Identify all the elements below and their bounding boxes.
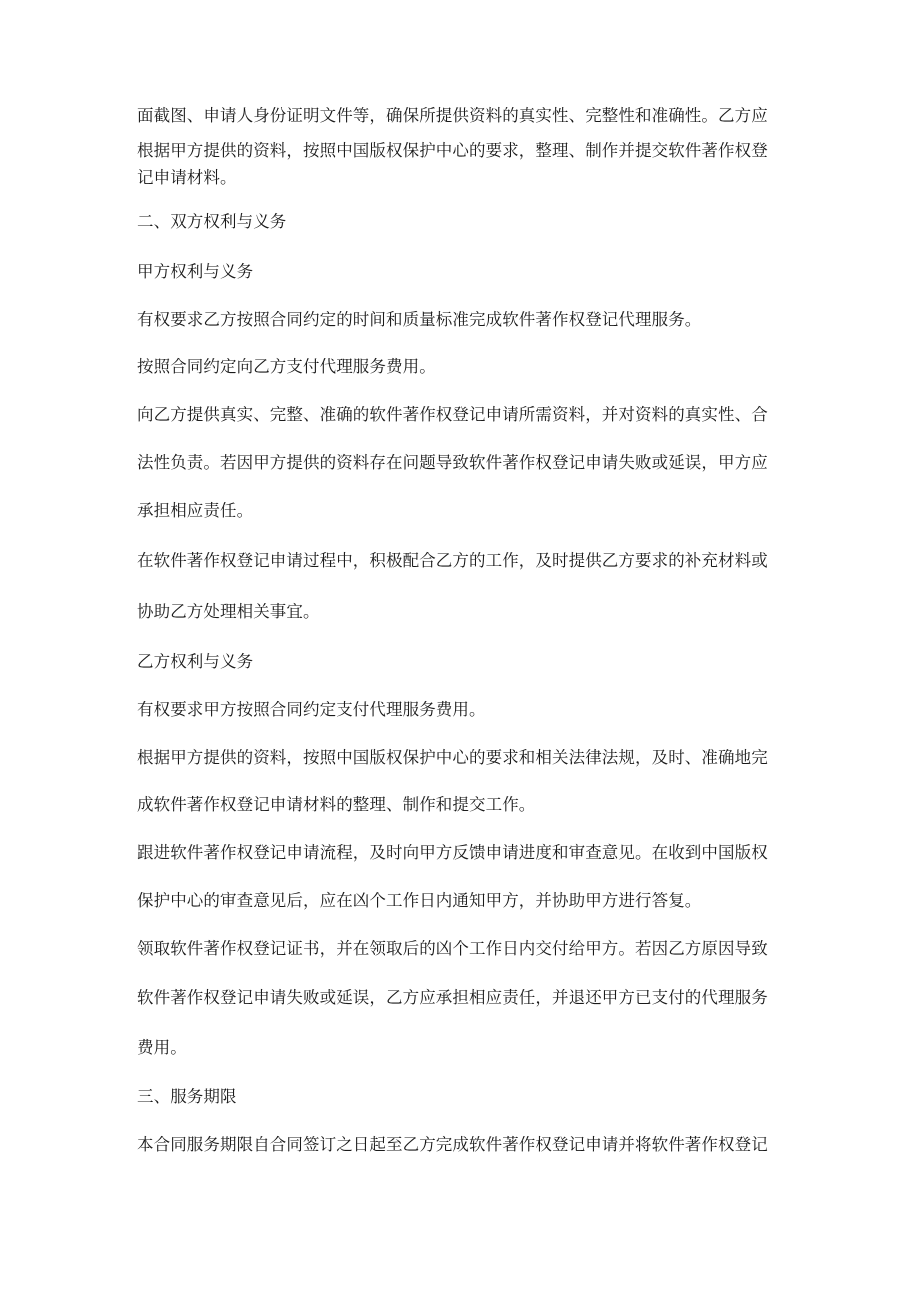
text-line: 有权要求乙方按照合同约定的时间和质量标准完成软件著作权登记代理服务。 xyxy=(137,310,702,329)
text-line: 在软件著作权登记申请过程中，积极配合乙方的工作，及时提供乙方要求的补充材料或 xyxy=(137,551,768,570)
subsection-heading: 乙方权利与义务 xyxy=(137,652,254,671)
text-line: 本合同服务期限自合同签订之日起至乙方完成软件著作权登记申请并将软件著作权登记 xyxy=(137,1135,768,1154)
text-line: 根据甲方提供的资料，按照中国版权保护中心的要求，整理、制作并提交软件著作权登 xyxy=(137,141,768,160)
text-line: 协助乙方处理相关事宜。 xyxy=(137,602,320,621)
text-line: 领取软件著作权登记证书，并在领取后的凶个工作日内交付给甲方。若因乙方原因导致 xyxy=(137,939,768,958)
text-line: 根据甲方提供的资料，按照中国版权保护中心的要求和相关法律法规，及时、准确地完 xyxy=(137,748,768,767)
text-line: 费用。 xyxy=(137,1038,187,1057)
text-line: 成软件著作权登记申请材料的整理、制作和提交工作。 xyxy=(137,795,536,814)
text-line: 跟进软件著作权登记申请流程，及时向甲方反馈申请进度和审查意见。在收到中国版权 xyxy=(137,843,768,862)
text-line: 软件著作权登记申请失败或延误，乙方应承担相应责任，并退还甲方已支付的代理服务 xyxy=(137,988,768,1007)
text-line: 面截图、申请人身份证明文件等，确保所提供资料的真实性、完整性和准确性。乙方应 xyxy=(137,106,768,125)
text-line: 有权要求甲方按照合同约定支付代理服务费用。 xyxy=(137,700,486,719)
text-line: 承担相应责任。 xyxy=(137,501,254,520)
section-heading: 二、双方权利与义务 xyxy=(137,212,287,231)
subsection-heading: 甲方权利与义务 xyxy=(137,262,254,281)
text-line: 记申请材料。 xyxy=(137,168,237,187)
text-line: 按照合同约定向乙方支付代理服务费用。 xyxy=(137,357,436,376)
text-line: 法性负责。若因甲方提供的资料存在问题导致软件著作权登记申请失败或延误，甲方应 xyxy=(137,453,768,472)
text-line: 保护中心的审查意见后，应在凶个工作日内通知甲方，并协助甲方进行答复。 xyxy=(137,891,702,910)
section-heading: 三、服务期限 xyxy=(137,1087,237,1106)
text-line: 向乙方提供真实、完整、准确的软件著作权登记申请所需资料，并对资料的真实性、合 xyxy=(137,405,768,424)
